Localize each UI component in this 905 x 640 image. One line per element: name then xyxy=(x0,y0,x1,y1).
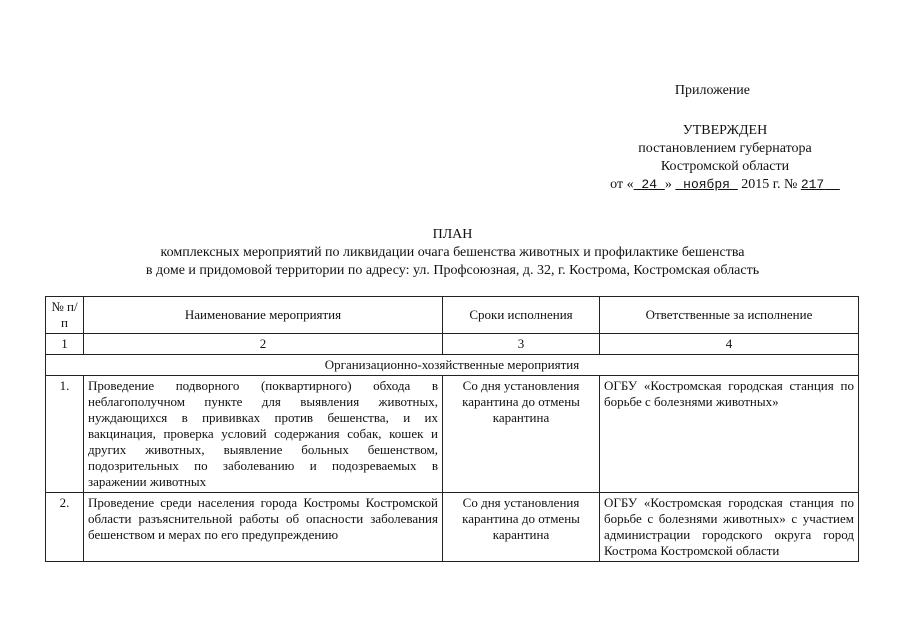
approved-label: УТВЕРЖДЕН xyxy=(682,123,768,138)
row-number: 1. xyxy=(46,376,84,493)
column-number: 1 xyxy=(46,334,84,355)
approved-by-line2: Костромской области xyxy=(660,159,790,174)
plan-table xyxy=(45,296,859,562)
approval-block xyxy=(560,122,890,194)
row-activity: Проведение подворного (поквартирного) обхода в неблагополучном пункте для выявления животных, нуждающихся в прививках против бешенства, и их вакцинация, проверка условий содержания собак, кошек и других животных, выявление больных бешенством, подозрительных по заболеванию и подозреваемых в заражении животных xyxy=(84,376,443,493)
column-number-row xyxy=(46,334,859,355)
table-header-row xyxy=(46,297,859,334)
plan-subtitle-line2: в доме и придомовой территории по адресу: ул. Профсоюзная, д. 32, г. Кострома, Костромская область xyxy=(145,263,760,278)
decree-number: 217 xyxy=(800,177,825,192)
header-term: Сроки исполнения xyxy=(443,297,600,334)
header-activity: Наименование мероприятия xyxy=(84,297,443,334)
row-responsible: ОГБУ «Костромская городская станция по борьбе с болезнями животных» xyxy=(600,376,859,493)
attachment-label: Приложение xyxy=(674,83,750,98)
date-day: 24 xyxy=(641,177,658,192)
header-responsible: Ответственные за исполнение xyxy=(600,297,859,334)
table-row xyxy=(46,493,859,562)
plan-subtitle-line1: комплексных мероприятий по ликвидации очага бешенства животных и профилактике бешенства xyxy=(160,245,745,260)
approved-by-line1: постановлением губернатора xyxy=(638,141,812,156)
date-prefix: от « xyxy=(610,177,634,192)
date-year: 2015 г. № xyxy=(741,177,798,192)
row-number: 2. xyxy=(46,493,84,562)
decree-date-line xyxy=(560,176,890,194)
column-number: 3 xyxy=(443,334,600,355)
row-responsible: ОГБУ «Костромская городская станция по борьбе с болезнями животных» с участием администрации городского округа город Кострома Костромской области xyxy=(600,493,859,562)
row-term: Со дня установления карантина до отмены карантина xyxy=(443,376,600,493)
date-month: ноября xyxy=(683,177,730,192)
table-row xyxy=(46,376,859,493)
column-number: 4 xyxy=(600,334,859,355)
plan-title: ПЛАН xyxy=(432,227,473,242)
column-number: 2 xyxy=(84,334,443,355)
section-row xyxy=(46,355,859,376)
section-title: Организационно-хозяйственные мероприятия xyxy=(46,355,859,376)
header-number: № п/п xyxy=(46,297,84,334)
row-activity: Проведение среди населения города Костромы Костромской области разъяснительной работы об опасности заболевания бешенством и мерах по его предупреждению xyxy=(84,493,443,562)
date-mid: » xyxy=(664,177,672,192)
row-term: Со дня установления карантина до отмены карантина xyxy=(443,493,600,562)
